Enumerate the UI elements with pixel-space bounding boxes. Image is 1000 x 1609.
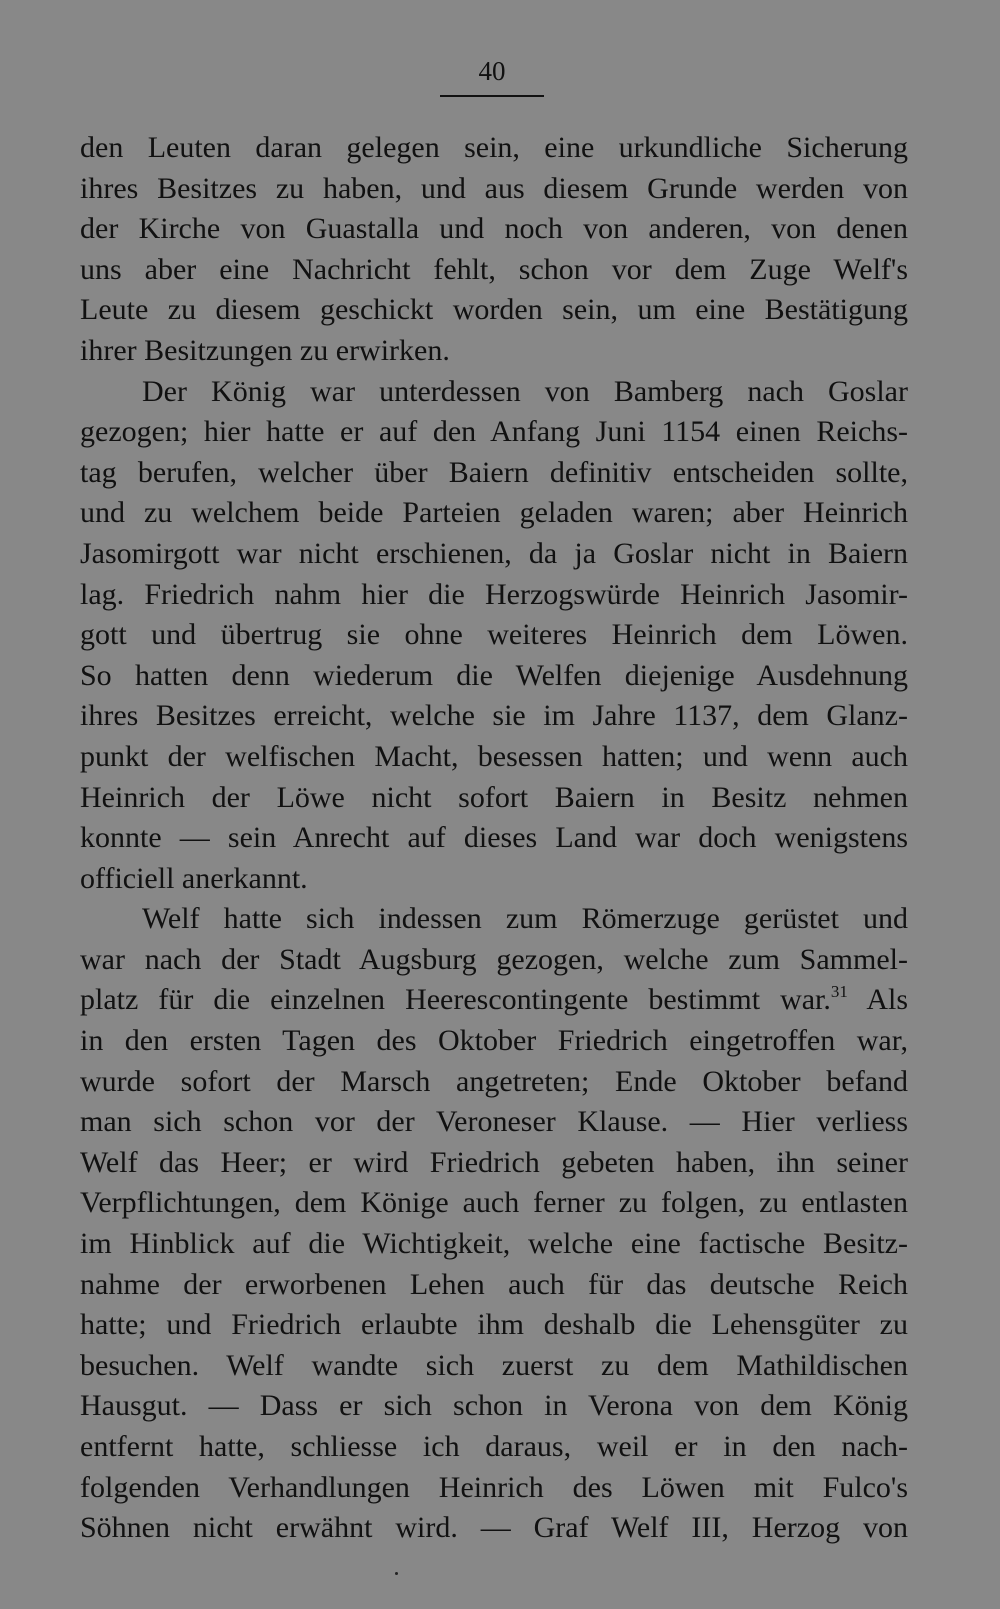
print-speck (395, 1572, 398, 1575)
text-line: nahme der erworbenen Lehen auch für das deutsche Reich (80, 1267, 908, 1301)
text-line: in den ersten Tagen des Oktober Friedrich eingetroffen war, (80, 1024, 908, 1058)
body-text (80, 128, 908, 1549)
text-line: man sich schon vor der Veroneser Klause. — Hier verliess (80, 1105, 908, 1139)
text-line: ihrer Besitzungen zu erwirken. (80, 333, 450, 367)
text-line: Hausgut. — Dass er sich schon in Verona von dem König (80, 1389, 908, 1423)
header-rule (440, 95, 544, 97)
text-line-with-footnote (80, 980, 908, 1021)
text-line-segment: Als (866, 983, 908, 1017)
text-line: gott und übertrug sie ohne weiteres Heinrich dem Löwen. (80, 618, 908, 652)
text-line: besuchen. Welf wandte sich zuerst zu dem Mathildischen (80, 1348, 908, 1382)
text-line: war nach der Stadt Augsburg gezogen, welche zum Sammel- (80, 942, 908, 976)
text-line: wurde sofort der Marsch angetreten; Ende Oktober befand (80, 1064, 908, 1098)
text-line: lag. Friedrich nahm hier die Herzogswürde Heinrich Jasomir- (80, 577, 908, 611)
text-line: Söhnen nicht erwähnt wird. — Graf Welf III, Herzog von (80, 1511, 908, 1545)
text-line: hatte; und Friedrich erlaubte ihm deshalb die Lehensgüter zu (80, 1308, 908, 1342)
text-line: officiell anerkannt. (80, 861, 308, 895)
footnote-reference: 31 (830, 982, 848, 1002)
text-line: konnte — sein Anrecht auf dieses Land war doch wenigstens (80, 821, 908, 855)
text-line: im Hinblick auf die Wichtigkeit, welche eine factische Besitz- (80, 1227, 908, 1261)
text-line: entfernt hatte, schliesse ich daraus, weil er in den nach- (80, 1430, 908, 1463)
text-line: So hatten denn wiederum die Welfen diejenige Ausdehnung (80, 658, 908, 692)
text-line: punkt der welfischen Macht, besessen hatten; und wenn auch (80, 739, 908, 773)
text-line: den Leuten daran gelegen sein, eine urkundliche Sicherung (80, 131, 908, 164)
text-line: Verpflichtungen, dem Könige auch ferner zu folgen, zu entlasten (80, 1186, 908, 1220)
text-line: Leute zu diesem geschickt worden sein, um eine Bestätigung (80, 293, 908, 327)
text-line: ihres Besitzes erreicht, welche sie im Jahre 1137, dem Glanz- (80, 699, 908, 733)
text-line: folgenden Verhandlungen Heinrich des Löwen mit Fulco's (80, 1470, 908, 1504)
text-line: und zu welchem beide Parteien geladen waren; aber Heinrich (80, 496, 908, 530)
paragraph-1 (80, 128, 908, 372)
paragraph-3 (80, 899, 908, 1549)
text-line: der Kirche von Guastalla und noch von anderen, von denen (80, 212, 908, 246)
text-line: Welf das Heer; er wird Friedrich gebeten haben, ihn seiner (80, 1145, 908, 1179)
text-line: gezogen; hier hatte er auf den Anfang Juni 1154 einen Reichs- (80, 415, 908, 449)
text-line: Jasomirgott war nicht erschienen, da ja Goslar nicht in Baiern (80, 536, 908, 570)
text-line: tag berufen, welcher über Baiern definitiv entscheiden sollte, (80, 455, 908, 489)
text-line: Heinrich der Löwe nicht sofort Baiern in Besitz nehmen (80, 780, 908, 814)
text-line: uns aber eine Nachricht fehlt, schon vor dem Zuge Welf's (80, 252, 908, 286)
text-line: Der König war unterdessen von Bamberg nach Goslar (142, 374, 908, 408)
text-line: Welf hatte sich indessen zum Römerzuge gerüstet und (142, 902, 908, 936)
text-line-segment: platz für die einzelnen Heerescontingente bestimmt war. (80, 983, 831, 1017)
page-number: 40 (478, 56, 506, 86)
paragraph-2 (80, 372, 908, 900)
text-line: ihres Besitzes zu haben, und aus diesem Grunde werden von (80, 171, 908, 205)
